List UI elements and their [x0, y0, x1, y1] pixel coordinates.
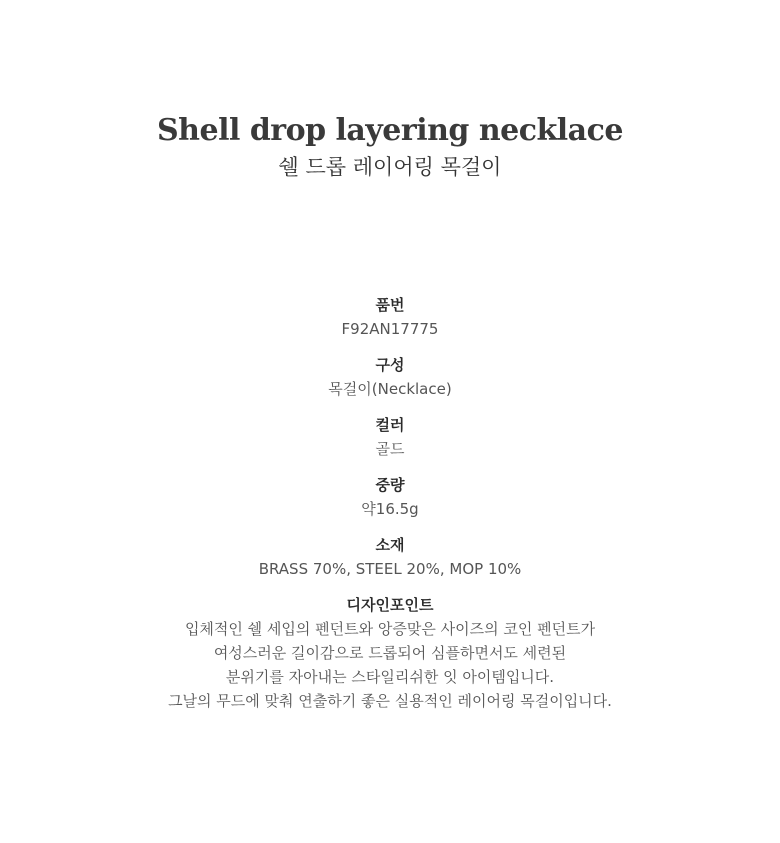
- spec-item-material: [0, 533, 780, 593]
- spec-item-weight: [0, 473, 780, 533]
- spec-value: 약16.5g: [361, 500, 419, 518]
- spec-value: F92AN17775: [341, 320, 439, 338]
- spec-label: 구성: [375, 356, 405, 374]
- spec-list: [0, 293, 780, 593]
- design-point-label: 디자인포인트: [346, 596, 434, 614]
- product-title-en: Shell drop layering necklace: [157, 113, 623, 148]
- design-point-section: [0, 593, 780, 713]
- spec-item-composition: [0, 353, 780, 413]
- design-point-line: 분위기를 자아내는 스타일리쉬한 잇 아이템입니다.: [225, 668, 555, 686]
- spec-value: 목걸이(Necklace): [328, 380, 452, 398]
- product-title-ko: 쉘 드롭 레이어링 목걸이: [278, 155, 502, 179]
- spec-item-product-code: [0, 293, 780, 353]
- spec-item-color: [0, 413, 780, 473]
- design-point-line: 입체적인 쉘 세입의 펜던트와 앙증맞은 사이즈의 코인 펜던트가: [184, 620, 596, 638]
- spec-label: 컬러: [375, 416, 405, 434]
- design-point-line: 그날의 무드에 맞춰 연출하기 좋은 실용적인 레이어링 목걸이입니다.: [168, 692, 612, 710]
- design-point-line: 여성스러운 길이감으로 드롭되어 심플하면서도 세련된: [213, 644, 567, 662]
- spec-label: 중량: [375, 476, 405, 494]
- spec-value: BRASS 70%, STEEL 20%, MOP 10%: [258, 560, 522, 578]
- spec-label: 소재: [375, 536, 405, 554]
- spec-label: 품번: [375, 296, 405, 314]
- spec-value: 골드: [375, 440, 405, 458]
